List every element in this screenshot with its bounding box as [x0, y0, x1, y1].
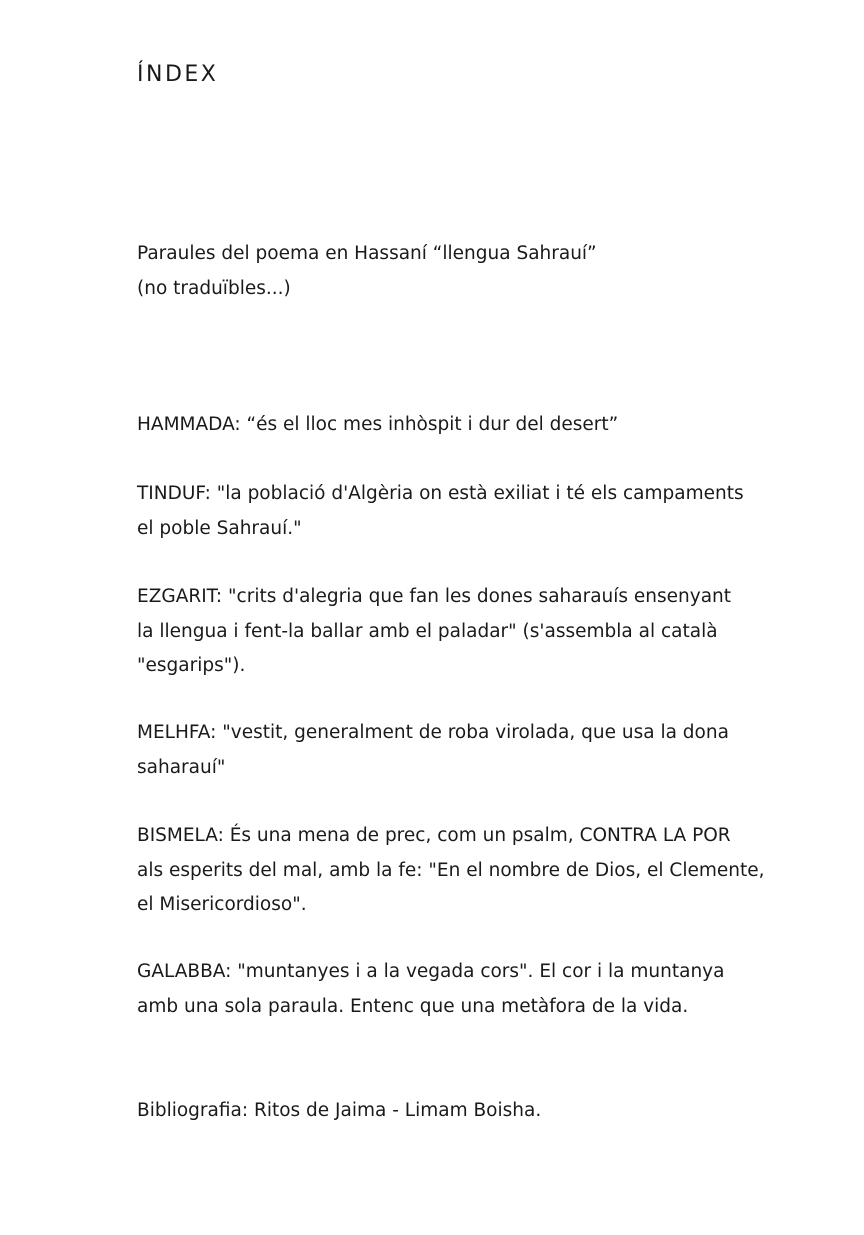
intro-paragraph: [137, 237, 797, 306]
entry-line: saharauí": [137, 756, 226, 778]
entry-hammada: [137, 408, 797, 443]
entry-line: HAMMADA: “és el lloc mes inhòspit i dur del desert”: [137, 414, 619, 435]
intro-line: Paraules del poema en Hassaní “llengua Sahrauí”: [137, 243, 597, 264]
entry-line: TINDUF: "la població d'Algèria on està exiliat i té els campaments: [137, 483, 744, 504]
page-title: ÍNDEX: [137, 62, 219, 87]
entry-line: "esgarips").: [137, 655, 246, 676]
entry-line: el poble Sahrauí.": [137, 517, 302, 539]
intro-line: (no traduïbles...): [137, 277, 291, 299]
entry-ezgarit: [137, 580, 797, 684]
entry-line: la llengua i fent-la ballar amb el paladar" (s'assembla al català: [137, 620, 718, 642]
bibliography: [137, 1094, 797, 1129]
bibliography-line: Bibliografia: Ritos de Jaima - Limam Boisha.: [137, 1100, 542, 1121]
entry-bismela: [137, 819, 797, 923]
entry-line: BISMELA: És una mena de prec, com un psalm, CONTRA LA POR: [137, 825, 731, 846]
entry-melhfa: [137, 716, 797, 785]
entry-line: el Misericordioso".: [137, 894, 307, 915]
entry-galabba: [137, 955, 797, 1024]
entry-line: amb una sola paraula. Entenc que una metàfora de la vida.: [137, 995, 689, 1017]
entry-line: EZGARIT: "crits d'alegria que fan les dones saharauís ensenyant: [137, 586, 732, 607]
entry-line: MELHFA: "vestit, generalment de roba virolada, que usa la dona: [137, 722, 729, 743]
entry-line: GALABBA: "muntanyes i a la vegada cors". El cor i la muntanya: [137, 961, 725, 982]
entry-line: als esperits del mal, amb la fe: "En el nombre de Dios, el Clemente,: [137, 859, 765, 881]
entry-tinduf: [137, 477, 797, 546]
